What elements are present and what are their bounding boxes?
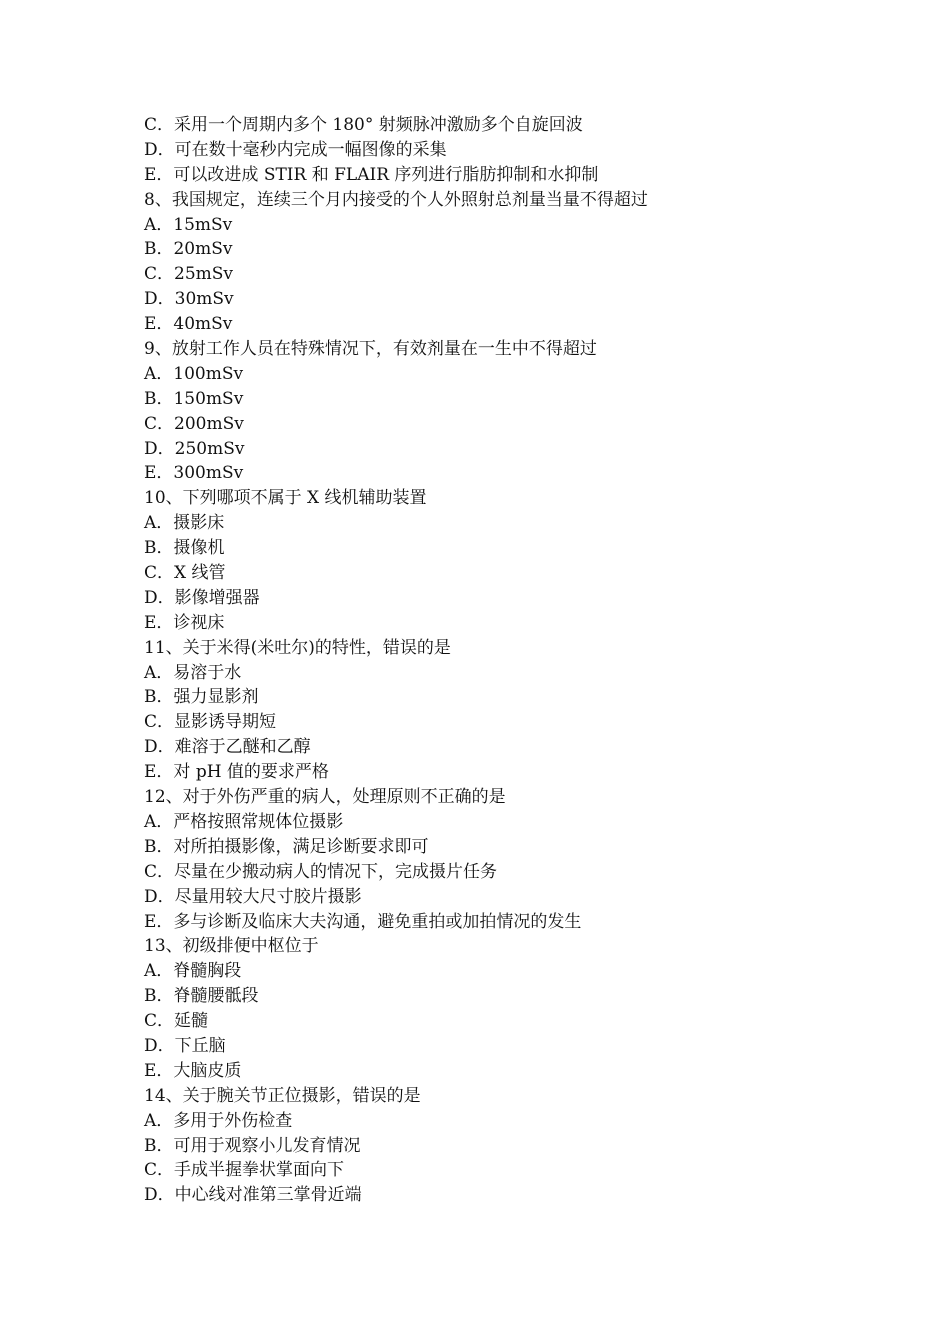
option-line: C．尽量在少搬动病人的情况下，完成摄片任务 [144,861,498,882]
option-line: B．脊髓腰骶段 [144,986,259,1007]
option-line: C．延髓 [144,1011,209,1032]
option-line: A．摄影床 [144,513,225,534]
option-line: D．难溶于乙醚和乙醇 [144,737,311,758]
exam-text-body [144,113,844,1208]
option-line: C．X 线管 [144,563,226,584]
option-line: A．易溶于水 [144,662,242,683]
option-line: C．显影诱导期短 [144,712,277,733]
option-line: B．150mSv [144,388,244,409]
text-line: D．可在数十毫秒内完成一幅图像的采集 [144,139,447,160]
option-line: D．影像增强器 [144,587,260,608]
option-line: E．多与诊断及临床大夫沟通，避免重拍或加拍情况的发生 [144,911,582,932]
option-line: A．严格按照常规体位摄影 [144,811,344,832]
option-line: E．大脑皮质 [144,1060,242,1081]
option-line: E．40mSv [144,314,233,335]
option-line: E．诊视床 [144,612,225,633]
text-line: C．采用一个周期内多个 180° 射频脉冲激励多个自旋回波 [144,115,583,135]
question-14: 14、关于腕关节正位摄影，错误的是 [144,1085,421,1106]
option-line: D．尽量用较大尺寸胶片摄影 [144,886,362,907]
option-line: A．100mSv [144,363,244,384]
option-line: B．对所拍摄影像，满足诊断要求即可 [144,836,429,857]
option-line: B．20mSv [144,239,233,260]
option-line: E．对 pH 值的要求严格 [144,762,329,783]
option-line: B．强力显影剂 [144,687,259,708]
option-line: A．脊髓胸段 [144,961,242,982]
option-line: C．手成半握拳状掌面向下 [144,1160,345,1181]
option-line: B．摄像机 [144,538,225,559]
option-line: B．可用于观察小儿发育情况 [144,1135,361,1156]
option-line: D．中心线对准第三掌骨近端 [144,1185,362,1206]
question-10: 10、下列哪项不属于 X 线机辅助装置 [144,488,427,509]
option-line: D．下丘脑 [144,1035,226,1056]
option-line: C．25mSv [144,264,234,285]
question-12: 12、对于外伤严重的病人，处理原则不正确的是 [144,787,506,808]
question-9: 9、放射工作人员在特殊情况下，有效剂量在一生中不得超过 [144,339,597,360]
option-line: A．多用于外伤检查 [144,1110,293,1131]
option-line: A．15mSv [144,214,233,235]
question-8: 8、我国规定，连续三个月内接受的个人外照射总剂量当量不得超过 [144,189,648,210]
option-line: C．200mSv [144,413,244,434]
option-line: E．300mSv [144,463,244,484]
text-line: E．可以改进成 STIR 和 FLAIR 序列进行脂肪抑制和水抑制 [144,164,599,185]
question-11: 11、关于米得(米吐尔)的特性，错误的是 [144,637,451,658]
option-line: D．250mSv [144,438,245,459]
option-line: D．30mSv [144,289,234,310]
question-13: 13、初级排便中枢位于 [144,936,319,957]
